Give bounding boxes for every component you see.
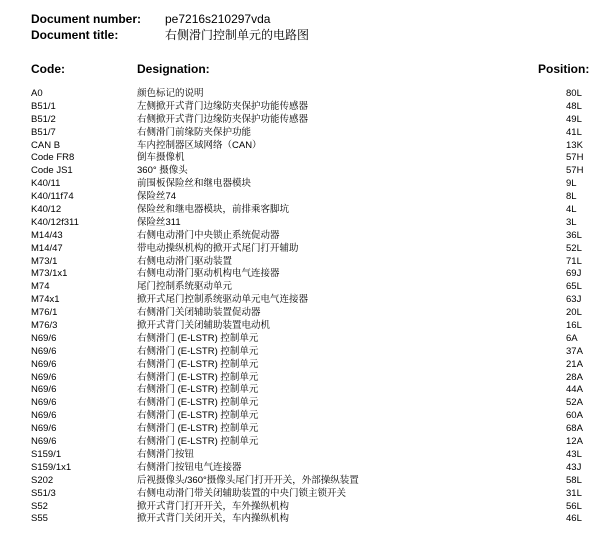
table-row xyxy=(0,243,602,256)
row-code: B51/1 xyxy=(31,100,56,112)
row-position: 41L xyxy=(566,126,582,138)
table-row xyxy=(0,217,602,230)
row-code: K40/12 xyxy=(31,204,62,216)
table-row xyxy=(0,256,602,269)
row-designation: 倒车摄像机 xyxy=(137,152,185,164)
row-position: 52L xyxy=(566,242,582,254)
table-row xyxy=(0,191,602,204)
row-code: N69/6 xyxy=(31,423,57,435)
row-designation: 右侧电动滑门驱动机构电气连接器 xyxy=(137,268,280,280)
table-row xyxy=(0,423,602,436)
row-position: 46L xyxy=(566,513,582,525)
row-code: N69/6 xyxy=(31,384,57,396)
table-row xyxy=(0,152,602,165)
row-designation: 右侧掀开式背门边缘防夹保护功能传感器 xyxy=(137,113,309,125)
row-code: S159/1x1 xyxy=(31,461,72,473)
row-position: 3L xyxy=(566,216,577,228)
table-row xyxy=(0,397,602,410)
table-row xyxy=(0,88,602,101)
row-position: 63J xyxy=(566,294,582,306)
row-code: M74x1 xyxy=(31,294,60,306)
row-designation: 保险丝311 xyxy=(137,216,181,228)
row-designation: 掀开式背门打开开关，车外操纵机构 xyxy=(137,500,290,512)
table-row xyxy=(0,101,602,114)
row-designation: 右侧滑门 (E-LSTR) 控制单元 xyxy=(137,332,259,344)
row-designation: 后视摄像头/360°摄像头尾门打开开关，外部操纵装置 xyxy=(137,474,359,486)
table-row xyxy=(0,372,602,385)
row-code: N69/6 xyxy=(31,345,57,357)
row-position: 56L xyxy=(566,500,582,512)
row-position: 28A xyxy=(566,371,583,383)
row-designation: 右侧滑门按钮 xyxy=(137,448,195,460)
table-row xyxy=(0,513,602,526)
row-position: 49L xyxy=(566,113,582,125)
row-position: 20L xyxy=(566,307,582,319)
row-designation: 右侧滑门按钮电气连接器 xyxy=(137,461,242,473)
designation-column-header: Designation: xyxy=(137,62,210,76)
row-code: Code FR8 xyxy=(31,152,75,164)
table-row xyxy=(0,320,602,333)
row-position: 43J xyxy=(566,461,582,473)
row-code: S51/3 xyxy=(31,487,56,499)
row-code: M14/43 xyxy=(31,229,63,241)
table-row xyxy=(0,294,602,307)
row-position: 80L xyxy=(566,88,582,99)
row-designation: 保险丝74 xyxy=(137,191,177,203)
table-row xyxy=(0,449,602,462)
table-row xyxy=(0,384,602,397)
row-designation: 车内控制器区域网络（CAN） xyxy=(137,139,262,151)
row-code: M73/1 xyxy=(31,255,58,267)
row-position: 44A xyxy=(566,384,583,396)
row-designation: 掀开式背门关闭辅助装置电动机 xyxy=(137,320,271,332)
row-position: 52A xyxy=(566,397,583,409)
row-code: N69/6 xyxy=(31,410,57,422)
row-position: 13K xyxy=(566,139,583,151)
row-position: 21A xyxy=(566,358,583,370)
row-designation: 掀开式背门关闭开关，车内操纵机构 xyxy=(137,513,290,525)
row-designation: 右侧滑门 (E-LSTR) 控制单元 xyxy=(137,358,259,370)
table-row xyxy=(0,475,602,488)
row-designation: 保险丝和继电器模块，前排乘客脚坑 xyxy=(137,204,290,216)
table-row xyxy=(0,114,602,127)
row-code: K40/12f311 xyxy=(31,216,79,228)
table-row xyxy=(0,436,602,449)
table-row xyxy=(0,127,602,140)
row-position: 37A xyxy=(566,345,583,357)
row-code: S159/1 xyxy=(31,448,62,460)
row-designation: 右侧电动滑门带关闭辅助装置的中央门锁主锁开关 xyxy=(137,487,347,499)
row-code: N69/6 xyxy=(31,332,57,344)
row-position: 9L xyxy=(566,178,577,190)
row-code: A0 xyxy=(31,88,43,99)
row-designation: 右侧滑门 (E-LSTR) 控制单元 xyxy=(137,397,259,409)
document-number-label: Document number: xyxy=(31,12,142,26)
row-position: 57H xyxy=(566,165,584,177)
row-designation: 右侧滑门 (E-LSTR) 控制单元 xyxy=(137,345,259,357)
row-code: N69/6 xyxy=(31,436,57,448)
table-row xyxy=(0,359,602,372)
row-position: 6A xyxy=(566,332,578,344)
table-row xyxy=(0,488,602,501)
row-designation: 右侧滑门 (E-LSTR) 控制单元 xyxy=(137,410,259,422)
row-designation: 右侧滑门关闭辅助装置促动器 xyxy=(137,307,261,319)
row-position: 48L xyxy=(566,100,582,112)
row-position: 36L xyxy=(566,229,582,241)
row-code: B51/7 xyxy=(31,126,56,138)
row-designation: 右侧滑门 (E-LSTR) 控制单元 xyxy=(137,436,259,448)
row-designation: 右侧滑门 (E-LSTR) 控制单元 xyxy=(137,423,259,435)
row-designation: 右侧滑门 (E-LSTR) 控制单元 xyxy=(137,371,259,383)
row-position: 43L xyxy=(566,448,582,460)
table-row xyxy=(0,281,602,294)
row-code: Code JS1 xyxy=(31,165,73,177)
row-designation: 左侧掀开式背门边缘防夹保护功能传感器 xyxy=(137,100,309,112)
row-code: N69/6 xyxy=(31,358,57,370)
row-designation: 右侧电动滑门驱动装置 xyxy=(137,255,233,267)
row-code: B51/2 xyxy=(31,113,56,125)
row-designation: 尾门控制系统驱动单元 xyxy=(137,281,233,293)
code-column-header: Code: xyxy=(31,62,65,76)
table-row xyxy=(0,501,602,514)
row-code: N69/6 xyxy=(31,397,57,409)
row-designation: 前围板保险丝和继电器模块 xyxy=(137,178,252,190)
document-title-label: Document title: xyxy=(31,28,119,42)
row-code: N69/6 xyxy=(31,371,57,383)
row-code: CAN B xyxy=(31,139,61,151)
row-position: 58L xyxy=(566,474,582,486)
row-code: M74 xyxy=(31,281,50,293)
document-title-value: 右侧滑门控制单元的电路图 xyxy=(165,28,310,42)
table-row xyxy=(0,230,602,243)
row-code: K40/11 xyxy=(31,178,61,190)
row-position: 12A xyxy=(566,436,583,448)
row-position: 57H xyxy=(566,152,584,164)
row-position: 68A xyxy=(566,423,583,435)
table-row xyxy=(0,410,602,423)
row-position: 71L xyxy=(566,255,582,267)
document-number-value: pe7216s210297vda xyxy=(165,12,271,26)
row-designation: 右侧滑门 (E-LSTR) 控制单元 xyxy=(137,384,259,396)
row-code: M76/3 xyxy=(31,320,58,332)
row-code: S202 xyxy=(31,474,54,486)
table-row xyxy=(0,462,602,475)
table-row xyxy=(0,268,602,281)
table-row xyxy=(0,333,602,346)
row-position: 69J xyxy=(566,268,582,280)
row-designation: 360° 摄像头 xyxy=(137,165,188,177)
row-code: S52 xyxy=(31,500,48,512)
table-row xyxy=(0,204,602,217)
row-position: 8L xyxy=(566,191,577,203)
row-designation: 右侧滑门前缘防夹保护功能 xyxy=(137,126,252,138)
component-table xyxy=(0,88,602,526)
row-position: 60A xyxy=(566,410,583,422)
row-code: S55 xyxy=(31,513,48,525)
row-position: 31L xyxy=(566,487,582,499)
row-designation: 颜色标记的说明 xyxy=(137,88,204,99)
row-designation: 带电动操纵机构的掀开式尾门打开辅助 xyxy=(137,242,299,254)
table-row xyxy=(0,165,602,178)
row-position: 4L xyxy=(566,204,577,216)
row-position: 16L xyxy=(566,320,582,332)
table-row xyxy=(0,307,602,320)
row-position: 65L xyxy=(566,281,582,293)
row-code: K40/11f74 xyxy=(31,191,74,203)
table-row xyxy=(0,178,602,191)
row-designation: 掀开式尾门控制系统驱动单元电气连接器 xyxy=(137,294,309,306)
table-row xyxy=(0,346,602,359)
row-code: M73/1x1 xyxy=(31,268,68,280)
row-designation: 右侧电动滑门中央锁止系统促动器 xyxy=(137,229,280,241)
row-code: M76/1 xyxy=(31,307,58,319)
row-code: M14/47 xyxy=(31,242,63,254)
position-column-header: Position: xyxy=(538,62,590,76)
table-row xyxy=(0,140,602,153)
